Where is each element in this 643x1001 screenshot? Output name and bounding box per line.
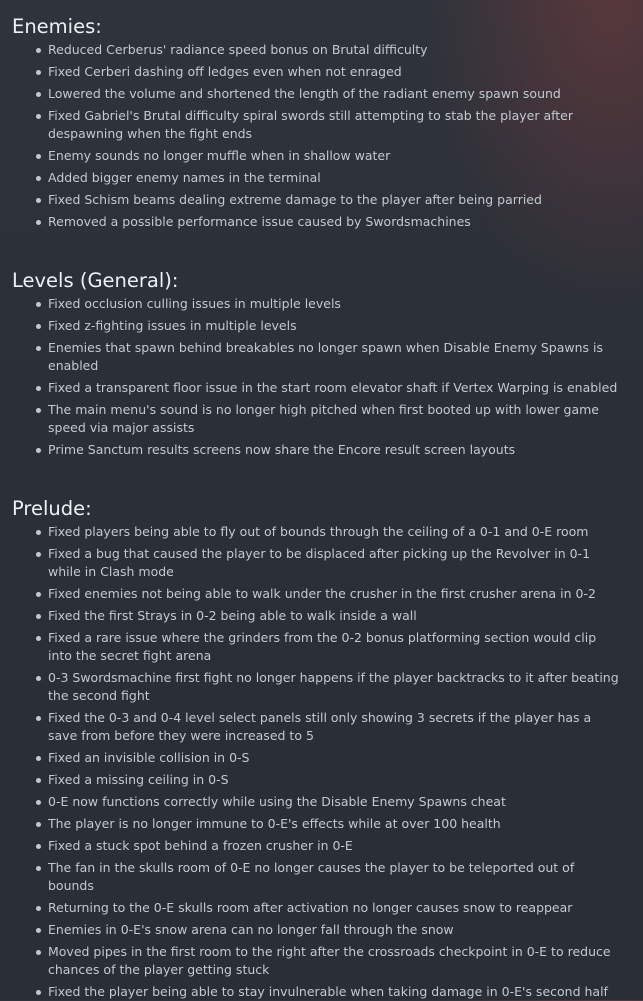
list-item: Fixed the first Strays in 0-2 being able to walk inside a wall — [48, 607, 631, 625]
list-item: 0-E now functions correctly while using the Disable Enemy Spawns cheat — [48, 793, 631, 811]
list-item: Fixed a transparent floor issue in the start room elevator shaft if Vertex Warping is enabled — [48, 379, 631, 397]
list-item: Fixed enemies not being able to walk under the crusher in the first crusher arena in 0-2 — [48, 585, 631, 603]
list-item: Fixed Cerberi dashing off ledges even when not enraged — [48, 63, 631, 81]
list-item: Fixed the player being able to stay invulnerable when taking damage in 0-E's second half — [48, 983, 631, 1001]
list-item: The main menu's sound is no longer high pitched when first booted up with lower game speed via major assists — [48, 401, 631, 437]
list-item: The player is no longer immune to 0-E's effects while at over 100 health — [48, 815, 631, 833]
section-enemies — [12, 14, 631, 231]
list-item: Fixed Gabriel's Brutal difficulty spiral swords still attempting to stab the player after despawning when the fight ends — [48, 107, 631, 143]
list-item: Fixed a missing ceiling in 0-S — [48, 771, 631, 789]
list-item: Fixed the 0-3 and 0-4 level select panels still only showing 3 secrets if the player has a save from before they were increased to 5 — [48, 709, 631, 745]
list-item: Moved pipes in the first room to the right after the crossroads checkpoint in 0-E to reduce chances of the player getting stuck — [48, 943, 631, 979]
list-item: Returning to the 0-E skulls room after activation no longer causes snow to reappear — [48, 899, 631, 917]
list-item: Fixed a stuck spot behind a frozen crusher in 0-E — [48, 837, 631, 855]
section-title: Enemies: — [12, 15, 102, 38]
bullet-list — [12, 41, 631, 231]
list-item: Fixed a bug that caused the player to be displaced after picking up the Revolver in 0-1 while in Clash mode — [48, 545, 631, 581]
section-title: Prelude: — [12, 497, 92, 520]
bullet-list — [12, 523, 631, 1001]
list-item: Fixed z-fighting issues in multiple levels — [48, 317, 631, 335]
list-item: Fixed players being able to fly out of bounds through the ceiling of a 0-1 and 0-E room — [48, 523, 631, 541]
section-levels-general — [12, 268, 631, 459]
list-item: Enemies that spawn behind breakables no longer spawn when Disable Enemy Spawns is enabled — [48, 339, 631, 375]
list-item: Fixed occlusion culling issues in multiple levels — [48, 295, 631, 313]
list-item: Enemies in 0-E's snow arena can no longer fall through the snow — [48, 921, 631, 939]
list-item: 0-3 Swordsmachine first fight no longer happens if the player backtracks to it after beating the second fight — [48, 669, 631, 705]
list-item: Reduced Cerberus' radiance speed bonus on Brutal difficulty — [48, 41, 631, 59]
list-item: Removed a possible performance issue caused by Swordsmachines — [48, 213, 631, 231]
list-item: Fixed an invisible collision in 0-S — [48, 749, 631, 767]
list-item: Lowered the volume and shortened the length of the radiant enemy spawn sound — [48, 85, 631, 103]
list-item: The fan in the skulls room of 0-E no longer causes the player to be teleported out of bounds — [48, 859, 631, 895]
list-item: Enemy sounds no longer muffle when in shallow water — [48, 147, 631, 165]
list-item: Prime Sanctum results screens now share the Encore result screen layouts — [48, 441, 631, 459]
section-prelude — [12, 496, 631, 1001]
list-item: Added bigger enemy names in the terminal — [48, 169, 631, 187]
section-title: Levels (General): — [12, 269, 179, 292]
list-item: Fixed a rare issue where the grinders from the 0-2 bonus platforming section would clip into the secret fight arena — [48, 629, 631, 665]
list-item: Fixed Schism beams dealing extreme damage to the player after being parried — [48, 191, 631, 209]
bullet-list — [12, 295, 631, 459]
